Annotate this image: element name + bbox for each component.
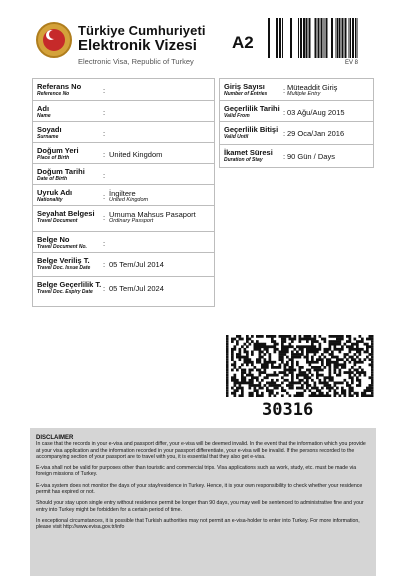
- field-colon: :: [283, 129, 286, 138]
- field-sublabel: Number of Entries: [224, 91, 268, 97]
- visa-number: 30316: [262, 400, 314, 420]
- field-colon: :: [103, 108, 106, 117]
- field-value: 90 Gün / Days: [287, 152, 335, 161]
- visa-fields-box: [219, 78, 374, 168]
- right-field-row: [220, 79, 373, 100]
- field-label: Belge Geçerlilik T.: [37, 280, 102, 289]
- field-sublabel: Travel Doc. Issue Date: [37, 265, 91, 271]
- left-field-row: [33, 276, 214, 307]
- field-colon: :: [103, 213, 106, 222]
- field-colon: :: [103, 86, 106, 95]
- right-field-row: [220, 144, 373, 169]
- field-label: Soyadı: [37, 125, 62, 134]
- field-sublabel: Travel Document: [37, 218, 78, 224]
- field-value: United Kingdom: [109, 150, 163, 159]
- field-value: 05 Tem/Jul 2024: [109, 284, 164, 293]
- field-sublabel: Travel Doc. Expiry Date: [37, 289, 93, 295]
- disclaimer-section: [30, 428, 376, 576]
- field-sublabel: Nationality: [37, 197, 63, 203]
- field-sublabel: Valid From: [224, 113, 250, 119]
- left-field-row: [33, 184, 214, 206]
- left-field-row: [33, 163, 214, 185]
- disclaimer-title: DISCLAIMER: [36, 435, 74, 441]
- field-colon: :: [103, 239, 106, 248]
- left-field-row: [33, 142, 214, 164]
- right-field-row: [220, 100, 373, 122]
- left-field-row: [33, 100, 214, 122]
- field-value: 29 Oca/Jan 2016: [287, 129, 345, 138]
- field-colon: :: [103, 129, 106, 138]
- field-sublabel: Date of Birth: [37, 176, 67, 182]
- left-field-row: [33, 205, 214, 232]
- disclaimer-paragraph: E-visa shall not be valid for purposes other than touristic and commercial trips. Visa applications such as work, study, etc. must be made via foreign missions of Turkey.: [36, 465, 357, 478]
- field-label: Geçerlilik Bitişi: [224, 125, 279, 134]
- field-sublabel: Duration of Stay: [224, 157, 263, 163]
- field-sublabel: Name: [37, 113, 51, 119]
- field-label: Referans No: [37, 82, 82, 91]
- field-colon: :: [103, 192, 106, 201]
- field-colon: :: [283, 152, 286, 161]
- field-colon: :: [103, 171, 106, 180]
- field-label: Belge Veriliş T.: [37, 256, 90, 265]
- field-sublabel: Valid Until: [224, 134, 249, 140]
- field-label: İkamet Süresi: [224, 148, 273, 157]
- barcode-caption: EV 8: [344, 60, 358, 66]
- left-field-row: [33, 231, 214, 253]
- field-colon: :: [103, 260, 106, 269]
- field-colon: :: [103, 150, 106, 159]
- field-value: Umuma Mahsus Pasaport: [109, 210, 196, 219]
- left-field-row: [33, 121, 214, 143]
- field-value: İngiltere: [109, 189, 136, 198]
- field-sublabel: Place of Birth: [37, 155, 70, 161]
- field-value: 03 Ağu/Aug 2015: [287, 108, 345, 117]
- field-label: Adı: [37, 104, 50, 113]
- document-title: Elektronik Vizesi: [78, 37, 197, 54]
- disclaimer-paragraph: Should your stay upon single entry without residence permit be longer than 90 days, you may well be sentenced to administrative fine and your entry into Turkey might be forbidden for a certain period of time.: [36, 500, 364, 513]
- field-colon: :: [283, 108, 286, 117]
- applicant-fields-box: [32, 78, 215, 307]
- field-label: Uyruk Adı: [37, 188, 73, 197]
- field-label: Belge No: [37, 235, 70, 244]
- field-sublabel: Surname: [37, 134, 59, 140]
- visa-code: A2: [232, 33, 254, 52]
- country-title: Türkiye Cumhuriyeti: [78, 23, 206, 38]
- field-label: Doğum Yeri: [37, 146, 79, 155]
- document-subtitle: Electronic Visa, Republic of Turkey: [78, 57, 194, 66]
- turkey-seal-icon: [36, 22, 72, 58]
- field-sublabel: Reference No: [37, 91, 70, 97]
- left-field-row: [33, 252, 214, 277]
- 2d-barcode-icon: [226, 335, 376, 397]
- disclaimer-paragraph: In case that the records in your e-visa and passport differ, your e-visa will be deemed invalid. In the event that the information which you provide at your visa application and the information recorded in your passport differentiate, your e-visa will be invalid. If the persons recorded to the accompanying section of your passport are to travel with you, it is essential that they also get e-visa.: [36, 441, 366, 460]
- right-field-row: [220, 121, 373, 145]
- field-label: Geçerlilik Tarihi: [224, 104, 280, 113]
- field-value-sub: United Kingdom: [109, 197, 149, 203]
- field-colon: :: [283, 86, 286, 95]
- field-value: Müteaddit Giriş: [287, 83, 338, 92]
- field-sublabel: Travel Document No.: [37, 244, 87, 250]
- field-label: Giriş Sayısı: [224, 82, 265, 91]
- disclaimer-paragraph: E-visa system does not monitor the days of your stay/residence in Turkey. Hence, it is your own responsibility to check whether your residence permit has expired or not.: [36, 482, 363, 496]
- field-label: Doğum Tarihi: [37, 167, 85, 176]
- header-barcode-icon: [268, 18, 358, 58]
- field-value-sub: Multiple Entry: [287, 91, 321, 97]
- field-colon: :: [103, 284, 106, 293]
- disclaimer-paragraph: In exceptional circumstances, it is possible that Turkish authorities may not permit an e-visa-holder to enter into Turkey. For more information, please visit http://www.evisa.gov.tr/info: [36, 517, 360, 531]
- field-label: Seyahat Belgesi: [37, 209, 95, 218]
- field-value: 05 Tem/Jul 2014: [109, 260, 164, 269]
- left-field-row: [33, 79, 214, 100]
- field-value-sub: Ordinary Passport: [109, 218, 154, 224]
